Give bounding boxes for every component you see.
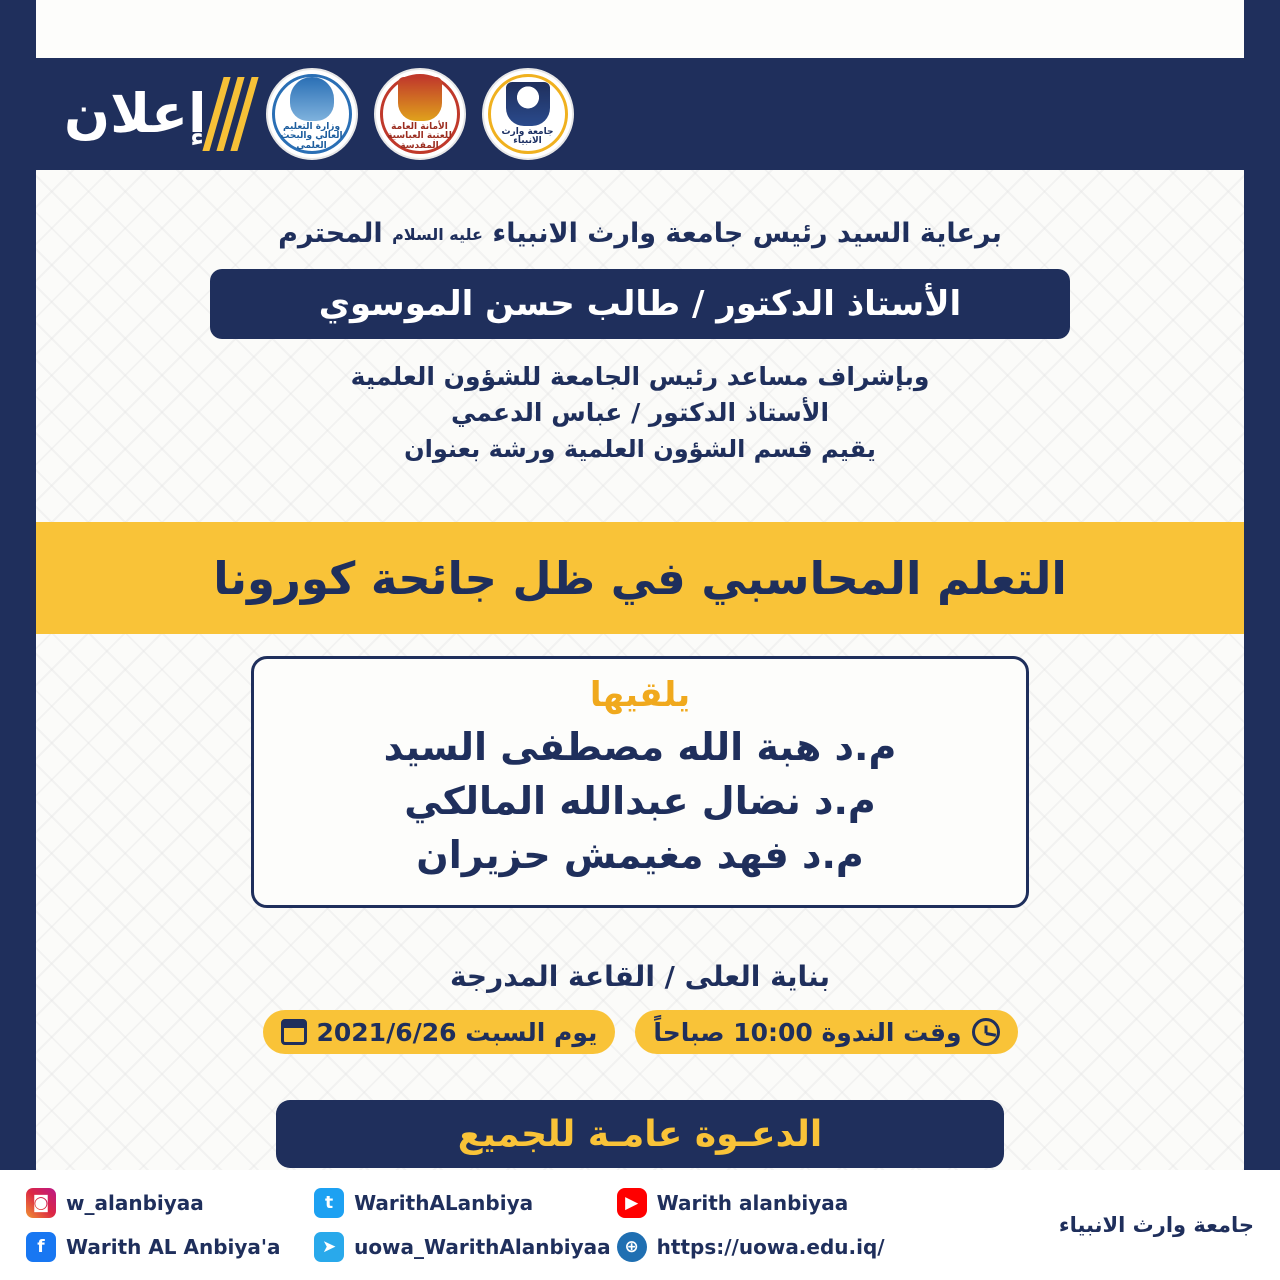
poster-footer	[0, 1170, 1280, 1280]
telegram-account[interactable]	[314, 1232, 611, 1262]
university-name: جامعة وارث الانبياء	[1058, 1213, 1254, 1237]
patron-line	[36, 218, 1244, 249]
youtube-handle: Warith alanbiyaa	[656, 1191, 849, 1215]
supervision-line-1: وبإشراف مساعد رئيس الجامعة للشؤون العلمية	[350, 362, 930, 391]
left-side-bar	[0, 0, 36, 1280]
telegram-icon: ➤	[314, 1232, 344, 1262]
website-url: https://uowa.edu.iq/	[656, 1235, 885, 1259]
page-title: إعلان	[64, 82, 207, 145]
twitter-account[interactable]	[314, 1188, 611, 1218]
ministry-of-higher-education-logo	[266, 68, 358, 160]
logo-group	[266, 68, 574, 160]
workshop-title: التعلم المحاسبي في ظل جائحة كورونا	[213, 551, 1067, 605]
youtube-icon: ▶	[617, 1188, 647, 1218]
patron-honorific: عليه السلام	[392, 225, 483, 244]
supervision-block	[36, 359, 1244, 466]
decorative-slashes-icon	[213, 77, 248, 151]
right-side-bar	[1244, 0, 1280, 1280]
venue-text: بناية العلى / القاعة المدرجة	[449, 960, 831, 993]
speakers-box	[251, 656, 1029, 908]
telegram-handle: uowa_WarithAlanbiyaa	[354, 1235, 611, 1259]
time-pill	[635, 1010, 1017, 1054]
event-meta-row	[36, 1010, 1244, 1054]
invitation-bar	[276, 1100, 1004, 1168]
footer-grid	[26, 1188, 1254, 1262]
logo-inner	[484, 82, 572, 147]
president-name: الأستاذ الدكتور / طالب حسن الموسوي	[318, 284, 962, 324]
patron-text: برعاية السيد رئيس جامعة وارث الانبياء	[492, 218, 1002, 249]
instagram-icon: ◙	[26, 1188, 56, 1218]
al-ataba-al-abbasiya-logo	[374, 68, 466, 160]
date-label: يوم السبت 2021/6/26	[316, 1017, 598, 1047]
patron-suffix: المحترم	[278, 218, 383, 249]
website-icon: ⊕	[617, 1232, 647, 1262]
logo-caption: الأمانة العامة للعتبة العباسية المقدسة	[387, 121, 452, 151]
time-label: وقت الندوة 10:00 صباحاً	[653, 1017, 962, 1047]
invitation-text: الدعـوة عامـة للجميع	[457, 1113, 823, 1155]
twitter-handle: WarithALanbiya	[354, 1191, 534, 1215]
supervision-line-2: الأستاذ الدكتور / عباس الدعمي	[450, 398, 830, 428]
workshop-title-band	[36, 522, 1244, 634]
warith-al-anbiya-university-logo	[482, 68, 574, 160]
speaker-name: م.د نضال عبدالله المالكي	[404, 778, 876, 823]
youtube-account[interactable]	[617, 1188, 980, 1218]
instagram-handle: w_alanbiyaa	[66, 1191, 204, 1215]
logo-caption: وزارة التعليم العالي والبحث العلمي	[280, 121, 343, 151]
poster-body	[36, 170, 1244, 1170]
logo-inner	[268, 77, 356, 151]
facebook-icon: f	[26, 1232, 56, 1262]
calendar-icon	[281, 1019, 307, 1045]
clock-icon	[972, 1018, 1000, 1046]
footer-column-1	[26, 1188, 308, 1262]
president-name-bar	[210, 269, 1070, 339]
logo-inner	[376, 77, 464, 151]
poster-header	[36, 58, 1244, 170]
crest-shape	[506, 82, 550, 126]
crest-shape	[290, 77, 334, 121]
crest-shape	[398, 77, 442, 121]
logo-caption: جامعة وارث الانبياء	[501, 126, 554, 146]
twitter-icon: t	[314, 1188, 344, 1218]
footer-column-3	[617, 1188, 980, 1262]
website-link[interactable]	[617, 1232, 980, 1262]
speaker-name: م.د فهد مغيمش حزيران	[416, 832, 864, 877]
speaker-name: م.د هبة الله مصطفى السيد	[383, 725, 897, 769]
speakers-title: يلقيها	[589, 675, 691, 715]
date-pill	[263, 1010, 616, 1054]
supervision-line-3: يقيم قسم الشؤون العلمية ورشة بعنوان	[404, 434, 876, 463]
instagram-account[interactable]	[26, 1188, 308, 1218]
facebook-handle: Warith AL Anbiya'a	[66, 1235, 281, 1259]
facebook-account[interactable]	[26, 1232, 308, 1262]
footer-column-2	[314, 1188, 611, 1262]
